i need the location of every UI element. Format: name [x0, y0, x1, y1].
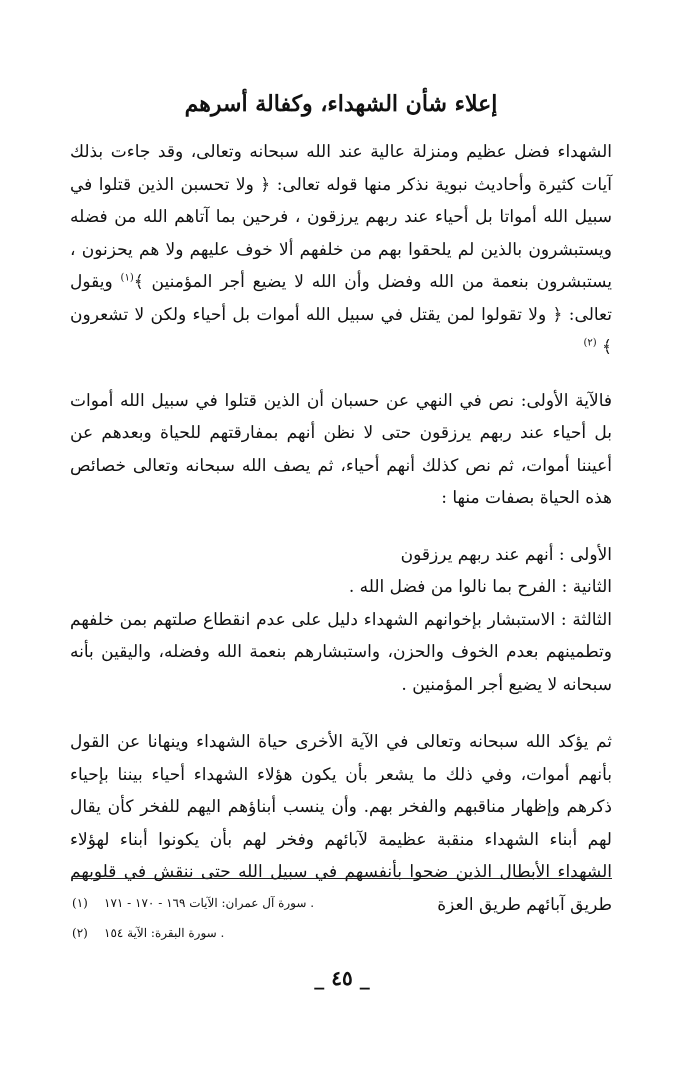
list-item: الثالثة : الاستبشار بإخوانهم الشهداء دليل على عدم انقطاع صلتهم بمن خلفهم وتطمينهم بعدم الخوف والحزن، واستبشارهم بنعمة الله وفضله، واليقين بأنه سبحانه لا يضيع أجر المؤمنين .	[70, 609, 612, 695]
footnotes	[72, 888, 612, 948]
intro-text-2: ويقول تعالى: ﴿ ولا تقولوا لمن يقتل في سبيل الله أموات بل أحياء ولكن لا تشعرون ﴾	[70, 272, 612, 357]
footnote-text: سورة البقرة: الآية ١٥٤ .	[104, 926, 225, 940]
explanation-text: فالآية الأولى: نص في النهي عن حسبان أن الذين قتلوا في سبيل الله أموات بل أحياء عند ربهم يرزقون حتى لا نظن أنهم بمفارقتهم للحياة وبعدهم عن أعيننا أموات، ثم نص كذلك أنهم أحياء، ثم يصف الله سبحانه وتعالى خصائص هذه الحياة بصفات منها :	[70, 390, 612, 508]
footnote-ref-1: (١)	[120, 272, 134, 284]
footnote-number: (١)	[72, 896, 88, 910]
footnote-number: (٢)	[72, 926, 88, 940]
footnote-text: سورة آل عمران: الآيات ١٦٩ - ١٧٠ - ١٧١ .	[104, 896, 315, 910]
page-number: _ ٤٥ _	[314, 966, 370, 990]
footnote-ref-2: (٢)	[583, 337, 597, 349]
list-item: الأولى : أنهم عند ربهم يرزقون	[400, 544, 612, 565]
explanation-paragraph	[70, 385, 612, 515]
footnote	[72, 888, 612, 918]
footnote-divider	[72, 878, 612, 879]
list-item: الثانية : الفرح بما نالوا من فضل الله .	[348, 577, 612, 597]
intro-paragraph	[70, 136, 612, 364]
page-title: إعلاء شأن الشهداء، وكفالة أسرهم	[184, 91, 498, 117]
intro-text: الشهداء فضل عظيم ومنزلة عالية عند الله سبحانه وتعالى، وقد جاءت بذلك آيات كثيرة وأحاديث نبوية نذكر منها قوله تعالى: ﴿ ولا تحسبن الذين قتلوا في سبيل الله أمواتا بل أحياء عند ربهم يرزقون ، فرحين بما آتاهم الله من فضله ويستبشرون بالذين لم يلحقوا بهم من خلفهم ألا خوف عليهم ولا هم يحزنون ، يستبشرون بنعمة من الله وفضل وأن الله لا يضيع أجر المؤمنين ﴾	[70, 142, 612, 292]
closing-text: ثم يؤكد الله سبحانه وتعالى في الآية الأخرى حياة الشهداء وينهانا عن القول بأنهم أموات، وفي ذلك ما يشعر بأن يكون هؤلاء الشهداء أحياء بيننا بإحياء ذكرهم وإظهار مناقبهم والفخر بهم. وأن ينسب أبناؤهم اليهم للفخر كأن يقال لهم أبناء الشهداء منقبة عظيمة لآبائهم وفخر لهم بأن يكونوا أبناء لهؤلاء الشهداء الأبطال الذين ضحوا بأنفسهم في سبيل الله حتى ننقش في قلوبهم طريق آبائهم طريق العزة	[70, 732, 612, 915]
traits-list	[70, 539, 612, 702]
footnote	[72, 918, 612, 948]
